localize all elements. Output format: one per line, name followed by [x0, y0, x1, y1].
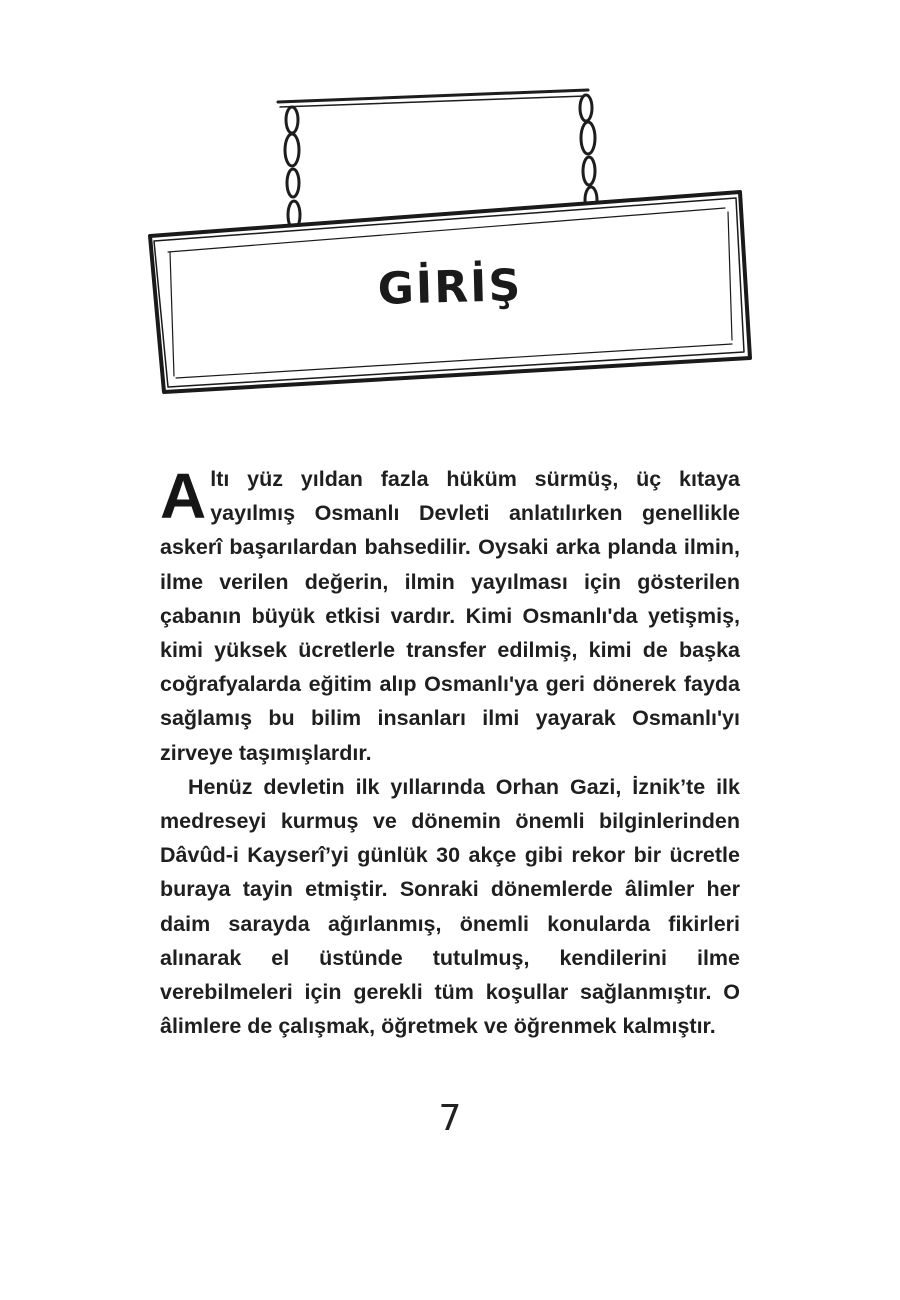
- drop-cap: A: [160, 460, 207, 532]
- left-chain: [285, 107, 300, 239]
- sign-top-bar: [278, 90, 588, 107]
- page-number: 7: [438, 1098, 462, 1139]
- body-text: [160, 462, 740, 1043]
- chapter-title: GİRİŞ: [377, 260, 523, 315]
- hanging-sign-illustration: [140, 80, 760, 410]
- paragraph-2: Henüz devletin ilk yıllarında Orhan Gazi, İznik’te ilk medreseyi kurmuş ve dönemin önemli bilginlerinden Dâvûd-i Kayserî’yi günlük 30 akçe gibi rekor bir ücretle buraya tayin etmiştir. Sonraki dönemlerde âlimler her daim sarayda ağırlanmış, önemli konularda fikirleri alınarak el üstünde tutulmuş, kendilerini ilme verebilmeleri için gerekli tüm koşullar sağlanmıştır. O âlimlere de çalışmak, öğretmek ve öğrenmek kalmıştır.: [160, 774, 740, 1039]
- paragraph-1: [160, 462, 740, 770]
- paragraph-1-text: ltı yüz yıldan fazla hüküm sürmüş, üç kıtaya yayılmış Osmanlı Devleti anlatılırken genellikle askerî başarılardan bahsedilir. Oysaki arka planda ilmin, ilme verilen değerin, ilmin yayılması için gösterilen çabanın büyük etkisi vardır. Kimi Osmanlı'da yetişmiş, kimi yüksek ücretlerle transfer edilmiş, kimi de başka coğrafyalarda eğitim alıp Osmanlı'ya geri dönerek fayda sağlamış bu bilim insanları ilmi yayarak Osmanlı'yı zirveye taşımışlardır.: [160, 467, 740, 765]
